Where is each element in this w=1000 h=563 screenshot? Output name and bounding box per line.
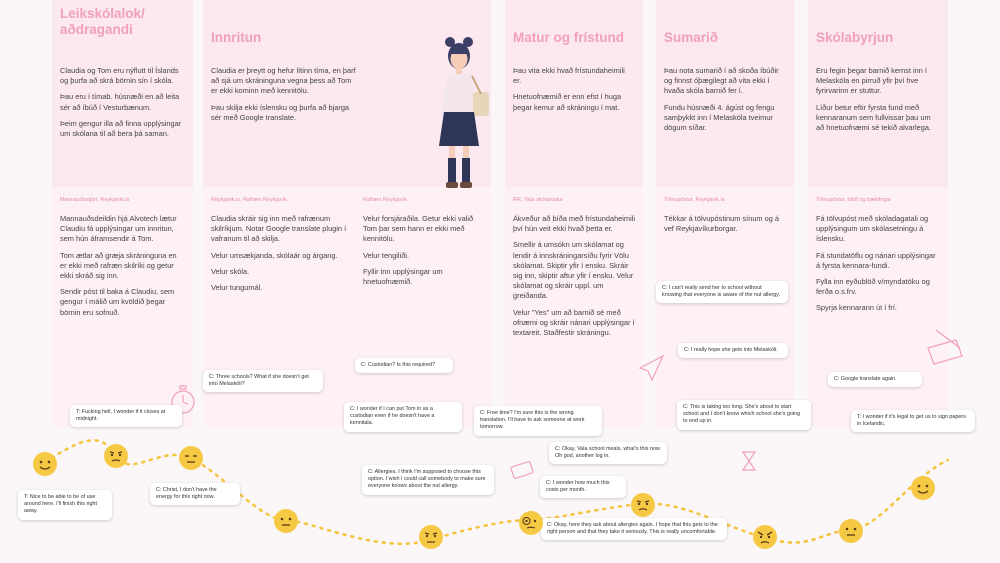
column-title: Sumarið [664, 30, 719, 45]
quote-bubble: C: I wonder how much this costs per month. [540, 476, 626, 498]
quote-bubble: C: I really hope she gets into Melaskóli. [678, 343, 788, 358]
quote-bubble: T: Fucking hell, I wonder if it closes at midnight. [70, 405, 182, 427]
quote-bubble: C: Google translate again. [828, 372, 922, 387]
column-actions-2: Velur forsjáraðila. Getur ekki valið Tom þar sem hann er ekki með kennitölu. Velur tengiliði. Fyllir inn upplýsingar um hnetuofnæmið. [363, 214, 474, 287]
column-actions: Ákveður að bíða með frístundaheimili því hún veit ekki hvað þetta er. Smellir á umsókn um skólamat og lendir á innskráningarsíðu fyrir Völu skólamat. Skiptir yfir í ensku. Skráir sig inn, skiptir aftur yfir í ensku. Velur skólamat og skráir uppl. um greiðanda. Velur "Yes" um að barnið sé með ofnæmi og skráir nánari upplýsingar í textareit. Staðfestir skráningu. [513, 214, 636, 338]
neutral-face-icon [838, 518, 864, 544]
quote-bubble: C: Allergies. I think I'm supposed to choose this option. I wish I could call somebody to make sure everyone knows about the nut allergy. [362, 465, 494, 495]
quote-bubble: C: I can't really send her to school without knowing that everyone is aware of the nut allergy. [656, 281, 788, 303]
tired-face-icon [178, 445, 204, 471]
column-actions: Tékkar á tölvupóstinum sínum og á vef Reykjavíkurborgar. [664, 214, 780, 234]
column-title: Innritun [211, 30, 262, 45]
column-context: Eru fegin þegar barnið kemst inn í Melaskóla en pirruð yfir því hve fyrirvarinn er stuttur. Líður betur eftir fyrsta fund með kennaranum sem fullvissar þau um að hnetuofnæmi sé tekið alvarlega. [816, 66, 932, 133]
quote-bubble: C: This is taking too long. She's about to start school and I don't know which school she's going to end up in. [677, 400, 811, 430]
uneasy-face-icon [418, 524, 444, 550]
column-title: Leikskólalok/ aðdragandi [60, 6, 145, 37]
column-context: Þau nota sumarið í að skoða íbúðir og finnst óþægilegt að vita ekki í hvaða skóla barnið fer í. Fundu húsnæði 4. ágúst og fengu samþykkt inn í Melaskóla tveimur dögum síðar. [664, 66, 779, 133]
quote-bubble: T: Nice to be able to be of use around here. I'll finish this right away. [18, 490, 112, 520]
column-actions: Mannauðsdeildin hjá Alvotech lætur Claudiu fá upplýsingar um innritun, sem hún áframsendir á Tom. Tom ætlar að græja skráninguna en er ekki með rafræn skilríki og getur ekki skráð sig inn. Sendir póst til baka á Claudiu, sem gengur í málið um kvöldið þegar börnin eru sofnuð. [60, 214, 177, 317]
quote-bubble: C: I wonder if I can put Tom in as a custodian even if he doesn't have a kennitala. [344, 402, 462, 432]
quote-bubble: C: Three schools? What if she doesn't get into Melaskóli? [203, 370, 323, 392]
anxious-face-icon [630, 492, 656, 518]
neutral-face-icon [273, 508, 299, 534]
touchpoint-source: Rafræn Reykjavík [363, 197, 407, 203]
quote-bubble: C: Free time? I'm sure this is the wrong translation. I'll have to ask someone at work tomorrow. [474, 406, 602, 436]
column-title: Skólabyrjun [816, 30, 894, 45]
happy-face-icon [32, 451, 58, 477]
monocle-face-icon [518, 510, 544, 536]
column-actions: Claudia skráir sig inn með rafrænum skilríkjum. Notar Google translate plugin í vafranum til að skilja. Velur umsækjanda, skólaár og árgang. Velur skóla. Velur tungumál. [211, 214, 347, 293]
quote-bubble: C: Christ, I don't have the energy for this right now. [150, 483, 240, 505]
quote-bubble: C: Custodian? Is this required? [355, 358, 453, 373]
hourglass-icon [743, 452, 755, 470]
touchpoint-source: Tölvupóstur, Reykjavik.is [664, 197, 725, 203]
quote-bubble: T: I wonder if it's legal to get us to sign papers in Icelandic. [851, 410, 975, 432]
touchpoint-source: Tölvupóstur, blöð og bæklingar [816, 197, 892, 203]
angry-face-icon [752, 524, 778, 550]
column-title: Matur og frístund [513, 30, 624, 45]
touchpoint-source: Reykjavik.is, Rafræn Reykjavík [211, 197, 287, 203]
worried-face-icon [103, 443, 129, 469]
column-context: Þau vita ekki hvað frístundaheimili er. Hnetuofnæmið er enn efst í huga þegar kemur að skráningu í mat. [513, 66, 625, 112]
touchpoint-source: RR, Vala skólamatur [513, 197, 564, 203]
touchpoint-source: Mannauðsstjóri, Reykjavik.is [60, 197, 130, 203]
quote-bubble: C: Okay, here they ask about allergies again. I hope that this gets to the right person and that they take it seriously. This is really uncomfortable. [541, 518, 727, 540]
column-context: Claudia og Tom eru nýflutt til Íslands og þurfa að skrá börnin sín í skóla. Þau eru í tímab. húsnæði en að leita sér að íbúð í Vesturbænum. Þeim gengur illa að finna upplýsingar um skólana til að bera þá saman. [60, 66, 182, 139]
paper-plane-icon [640, 356, 663, 380]
ticket-icon [511, 461, 534, 479]
book-pencil-icon [928, 330, 962, 364]
happy-face-icon [910, 475, 936, 501]
column-actions: Fá tölvupóst með skóladagatali og upplýsingum um skólasetningu á íslensku. Fá stundatöflu og nánari upplýsingar á fyrsta kennara-fundi. Fylla inn eyðublöð v/myndatöku og ferða o.s.frv. Spyrja kennarann út í frí. [816, 214, 936, 313]
column-context: Claudia er þreytt og hefur lítinn tíma, en þarf að sjá um skráninguna vegna þess að Tom er ekki kominn með kennitölu. Þau skilja ekki íslensku og þurfa að bjarga sér með Google translate. [211, 66, 356, 122]
quote-bubble: C: Okay, Vala school meals, what's this now. Oh god, another log in. [549, 442, 667, 464]
